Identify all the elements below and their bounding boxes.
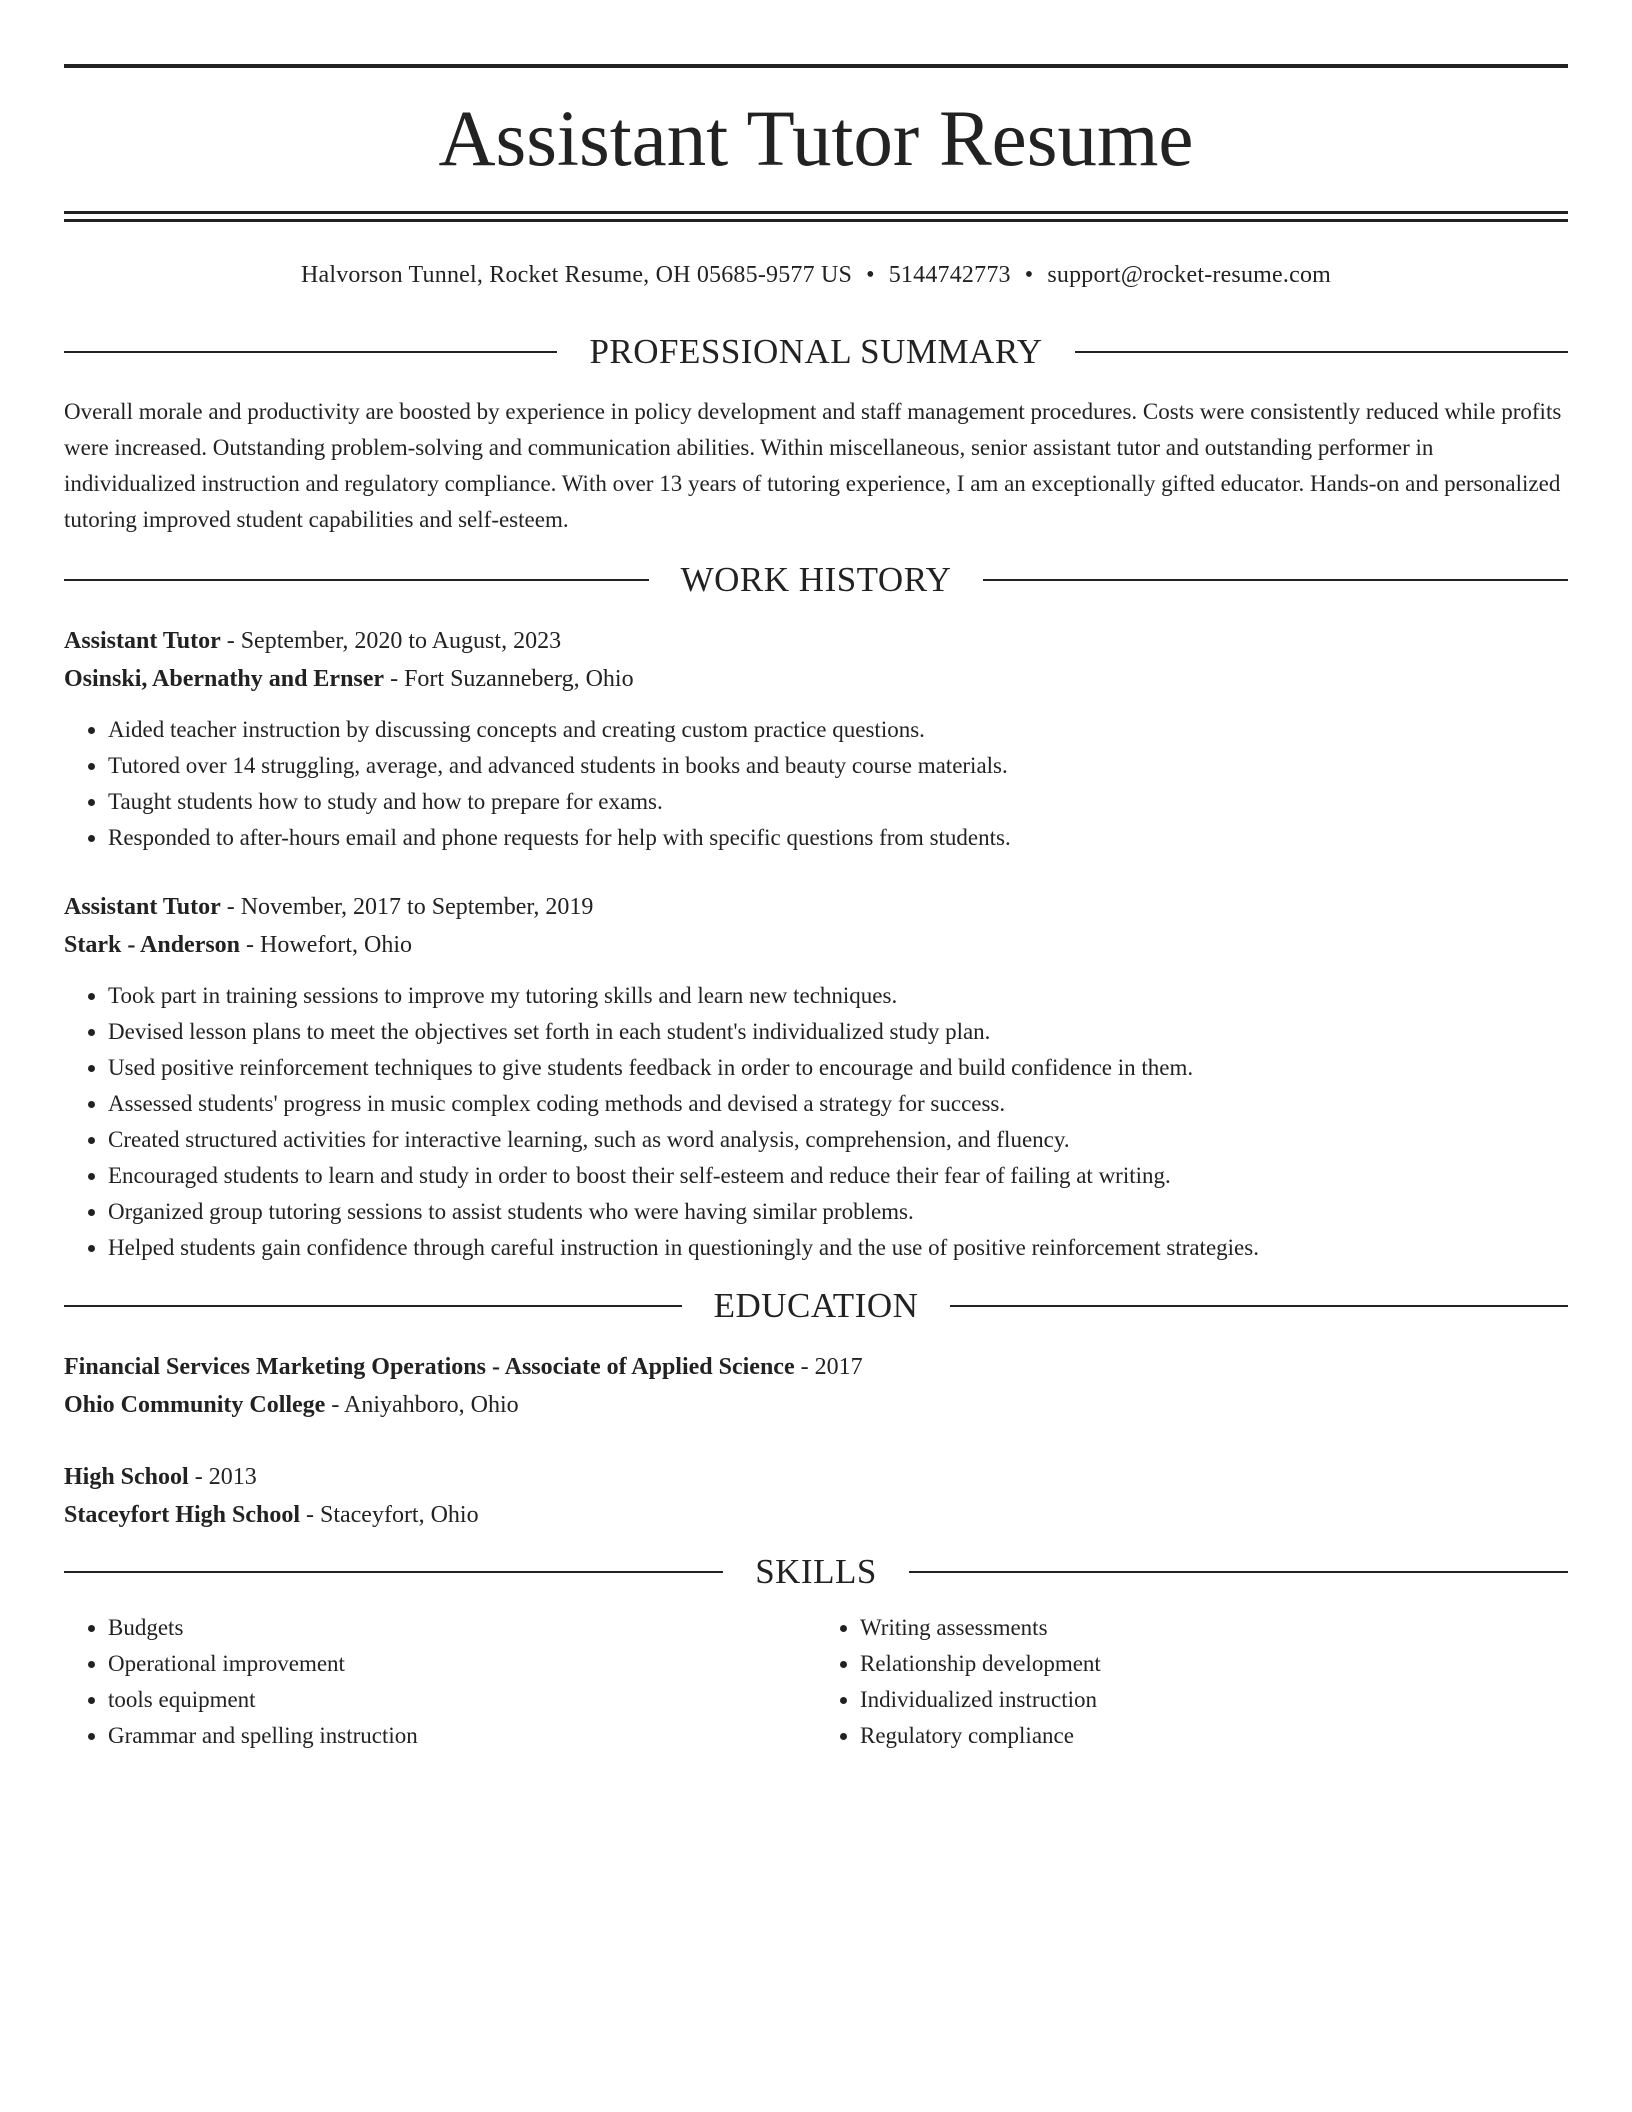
skill-item: • Operational improvement bbox=[108, 1646, 816, 1682]
section-title: SKILLS bbox=[755, 1552, 877, 1591]
job-dates: - November, 2017 to September, 2019 bbox=[220, 894, 594, 920]
section-title: EDUCATION bbox=[713, 1286, 919, 1325]
section-rule bbox=[983, 579, 1568, 581]
list-item: • Created structured activities for interactive learning, such as word analysis, comprehension, and fluency. bbox=[108, 1122, 1568, 1158]
education-school: Ohio Community College bbox=[64, 1392, 326, 1418]
section-rule bbox=[64, 579, 649, 581]
job-bullets bbox=[64, 712, 1568, 856]
contact-separator: • bbox=[866, 262, 875, 288]
contact-separator: • bbox=[1024, 262, 1034, 288]
job-company: Osinski, Abernathy and Ernser bbox=[64, 666, 385, 692]
skill-item: • Regulatory compliance bbox=[860, 1718, 1568, 1754]
skills-column-right bbox=[816, 1610, 1568, 1754]
resume-title: Assistant Tutor Resume bbox=[438, 96, 1194, 183]
section-header-skills bbox=[64, 1552, 1568, 1592]
list-item: • Taught students how to study and how to prepare for exams. bbox=[108, 784, 1568, 820]
education-year: - 2013 bbox=[188, 1464, 257, 1490]
skills-grid bbox=[64, 1610, 1568, 1754]
job-location: - Howefort, Ohio bbox=[240, 932, 412, 958]
list-item: • Took part in training sessions to improve my tutoring skills and learn new techniques. bbox=[108, 978, 1568, 1014]
section-rule bbox=[909, 1571, 1568, 1573]
job-dates: - September, 2020 to August, 2023 bbox=[220, 628, 562, 654]
section-title: WORK HISTORY bbox=[680, 560, 952, 599]
contact-address: Halvorson Tunnel, Rocket Resume, OH 05685-9577 US bbox=[300, 262, 853, 288]
section-rule bbox=[64, 1571, 723, 1573]
section-header-education bbox=[64, 1286, 1568, 1326]
section-rule bbox=[1075, 351, 1568, 353]
section-header-summary bbox=[64, 332, 1568, 372]
job-title: Assistant Tutor bbox=[64, 894, 221, 920]
education-school: Staceyfort High School bbox=[64, 1502, 300, 1528]
summary-paragraph: Overall morale and productivity are boosted by experience in policy development and staff management procedures. Costs were consistently reduced while profits were increased. Outstanding problem-solving and communication abilities. Within miscellaneous, senior assistant tutor and outstanding performer in individualized instruction and regulatory compliance. With over 13 years of tutoring experience, I am an exceptionally gifted educator. Hands-on and personalized tutoring improved student capabilities and self-esteem. bbox=[64, 399, 1562, 532]
skill-item: • Writing assessments bbox=[860, 1610, 1568, 1646]
skills-column-left bbox=[64, 1610, 816, 1754]
education-location: - Staceyfort, Ohio bbox=[299, 1502, 479, 1528]
job-title: Assistant Tutor bbox=[64, 628, 221, 654]
section-title: PROFESSIONAL SUMMARY bbox=[589, 332, 1043, 371]
skill-item: • Grammar and spelling instruction bbox=[108, 1718, 816, 1754]
list-item: • Organized group tutoring sessions to assist students who were having similar problems. bbox=[108, 1194, 1568, 1230]
list-item: • Tutored over 14 struggling, average, and advanced students in books and beauty course materials. bbox=[108, 748, 1568, 784]
education-location: - Aniyahboro, Ohio bbox=[325, 1392, 519, 1418]
job-title-line bbox=[64, 888, 1568, 926]
contact-email[interactable]: support@rocket-resume.com bbox=[1047, 262, 1332, 288]
education-degree: High School bbox=[64, 1464, 189, 1490]
list-item: • Assessed students' progress in music complex coding methods and devised a strategy for success. bbox=[108, 1086, 1568, 1122]
skill-item: • tools equipment bbox=[108, 1682, 816, 1718]
title-rule-lower bbox=[64, 219, 1568, 222]
list-item: • Helped students gain confidence through careful instruction in questioningly and the use of positive reinforcement strategies. bbox=[108, 1230, 1568, 1266]
education-degree-line bbox=[64, 1458, 1568, 1496]
job-company-line bbox=[64, 660, 1568, 698]
skill-item: • Budgets bbox=[108, 1610, 816, 1646]
education-entry bbox=[64, 1458, 1568, 1534]
education-entry bbox=[64, 1348, 1568, 1424]
section-rule bbox=[950, 1305, 1568, 1307]
job-company-line bbox=[64, 926, 1568, 964]
job-entry bbox=[64, 888, 1568, 1266]
section-header-work bbox=[64, 560, 1568, 600]
list-item: • Encouraged students to learn and study in order to boost their self-esteem and reduce their fear of failing at writing. bbox=[108, 1158, 1568, 1194]
title-rule-upper bbox=[64, 211, 1568, 214]
section-rule bbox=[64, 351, 557, 353]
job-company: Stark - Anderson bbox=[64, 932, 241, 958]
list-item: • Devised lesson plans to meet the objectives set forth in each student's individualized study plan. bbox=[108, 1014, 1568, 1050]
skill-item: • Individualized instruction bbox=[860, 1682, 1568, 1718]
job-entry bbox=[64, 622, 1568, 856]
education-degree-line bbox=[64, 1348, 1568, 1386]
section-rule bbox=[64, 1305, 682, 1307]
contact-line bbox=[64, 260, 1568, 290]
education-degree: Financial Services Marketing Operations - Associate of Applied Science bbox=[64, 1354, 795, 1380]
job-title-line bbox=[64, 622, 1568, 660]
education-school-line bbox=[64, 1386, 1568, 1424]
job-location: - Fort Suzanneberg, Ohio bbox=[384, 666, 634, 692]
list-item: • Responded to after-hours email and phone requests for help with specific questions from students. bbox=[108, 820, 1568, 856]
contact-phone: 5144742773 bbox=[888, 262, 1011, 288]
education-school-line bbox=[64, 1496, 1568, 1534]
list-item: • Aided teacher instruction by discussing concepts and creating custom practice questions. bbox=[108, 712, 1568, 748]
education-year: - 2017 bbox=[794, 1354, 863, 1380]
list-item: • Used positive reinforcement techniques to give students feedback in order to encourage and build confidence in them. bbox=[108, 1050, 1568, 1086]
resume-page bbox=[64, 64, 1568, 1754]
job-bullets bbox=[64, 978, 1568, 1266]
skill-item: • Relationship development bbox=[860, 1646, 1568, 1682]
